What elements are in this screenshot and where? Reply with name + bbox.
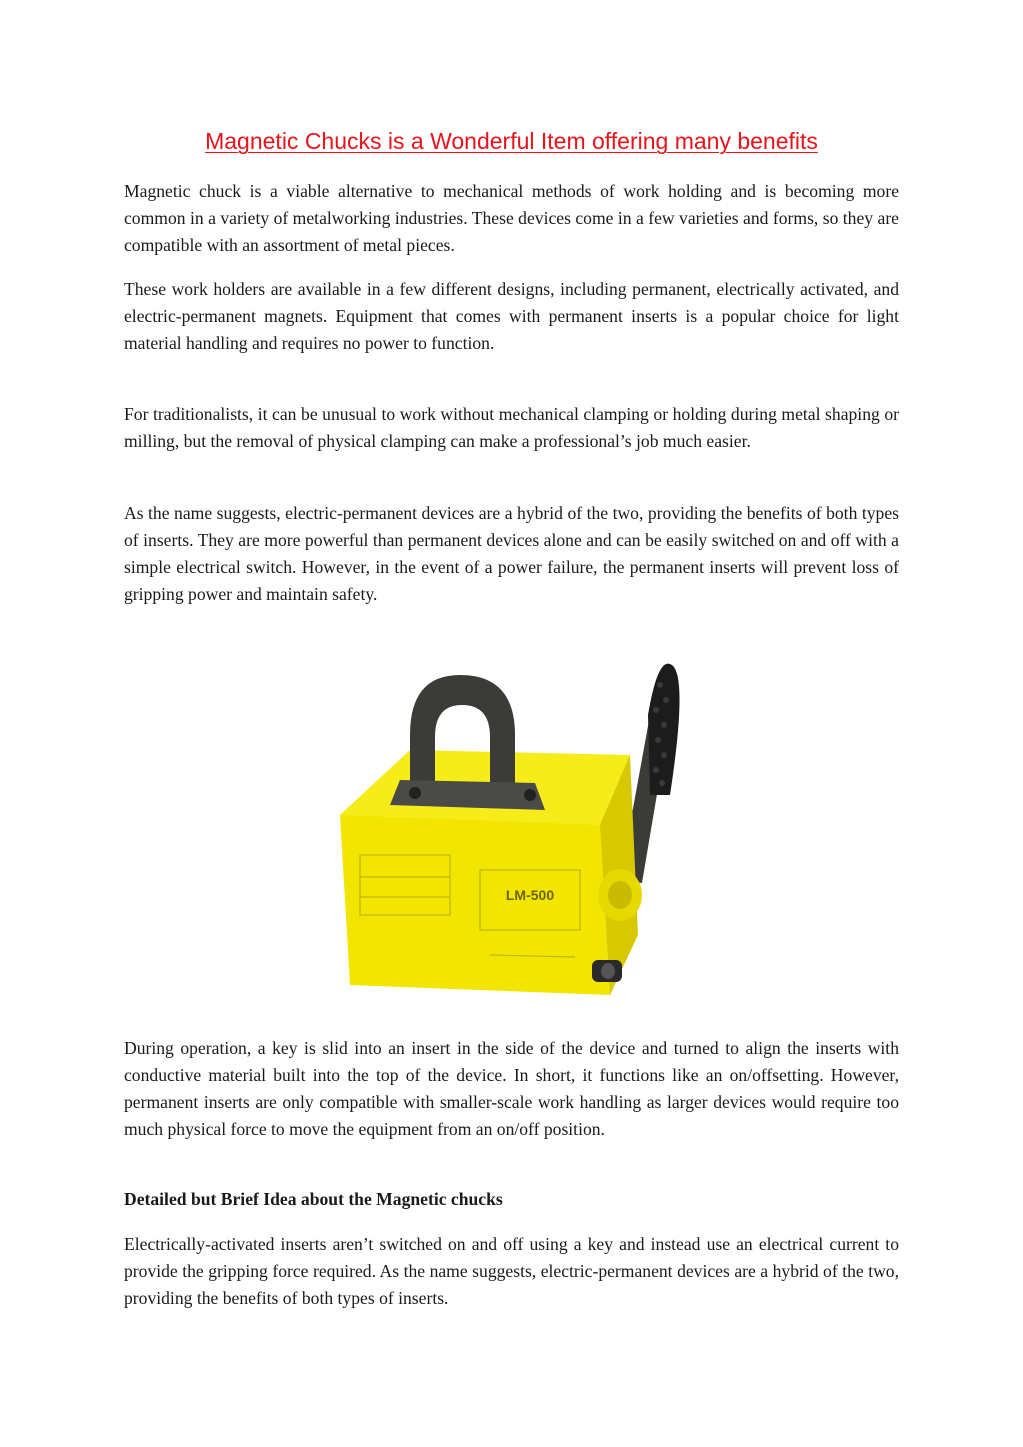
paragraph-2: These work holders are available in a few different designs, including permanent, electrically activated, and electric-permanent magnets. Equipment that comes with permanent inserts is a popular choice for light material handling and requires no power to function. bbox=[124, 279, 899, 353]
magnetic-lifter-illustration bbox=[320, 655, 700, 1015]
paragraph-1: Magnetic chuck is a viable alternative to mechanical methods of work holding and is becoming more common in a variety of metalworking industries. These devices come in a few varieties and forms, so they are compatible with an assortment of metal pieces. bbox=[124, 181, 899, 255]
document-title: Magnetic Chucks is a Wonderful Item offering many benefits bbox=[205, 128, 818, 154]
paragraph-5: During operation, a key is slid into an insert in the side of the device and turned to align the inserts with conductive material built into the top of the device. In short, it functions like an on/offsetting. However, permanent inserts are only compatible with smaller-scale work handling as larger devices would require too much physical force to move the equipment from an on/off position. bbox=[124, 1038, 899, 1139]
section-heading: Detailed but Brief Idea about the Magnetic chucks bbox=[124, 1189, 503, 1209]
paragraph-4: As the name suggests, electric-permanent devices are a hybrid of the two, providing the benefits of both types of inserts. They are more powerful than permanent devices alone and can be easily switched on and off with a simple electrical switch. However, in the event of a power failure, the permanent inserts will prevent loss of gripping power and maintain safety. bbox=[124, 503, 899, 604]
model-label: LM-500 bbox=[505, 887, 555, 903]
body-front bbox=[340, 815, 610, 995]
lifting-eye bbox=[390, 675, 545, 810]
magnetic-lifter-image bbox=[320, 655, 700, 1015]
paragraph-3: For traditionalists, it can be unusual to work without mechanical clamping or holding during metal shaping or milling, but the removal of physical clamping can make a professional’s job much easier. bbox=[124, 404, 899, 451]
paragraph-6: Electrically-activated inserts aren’t switched on and off using a key and instead use an electrical current to provide the gripping force required. As the name suggests, electric-permanent devices are a hybrid of the two, providing the benefits of both types of inserts. bbox=[124, 1234, 899, 1308]
